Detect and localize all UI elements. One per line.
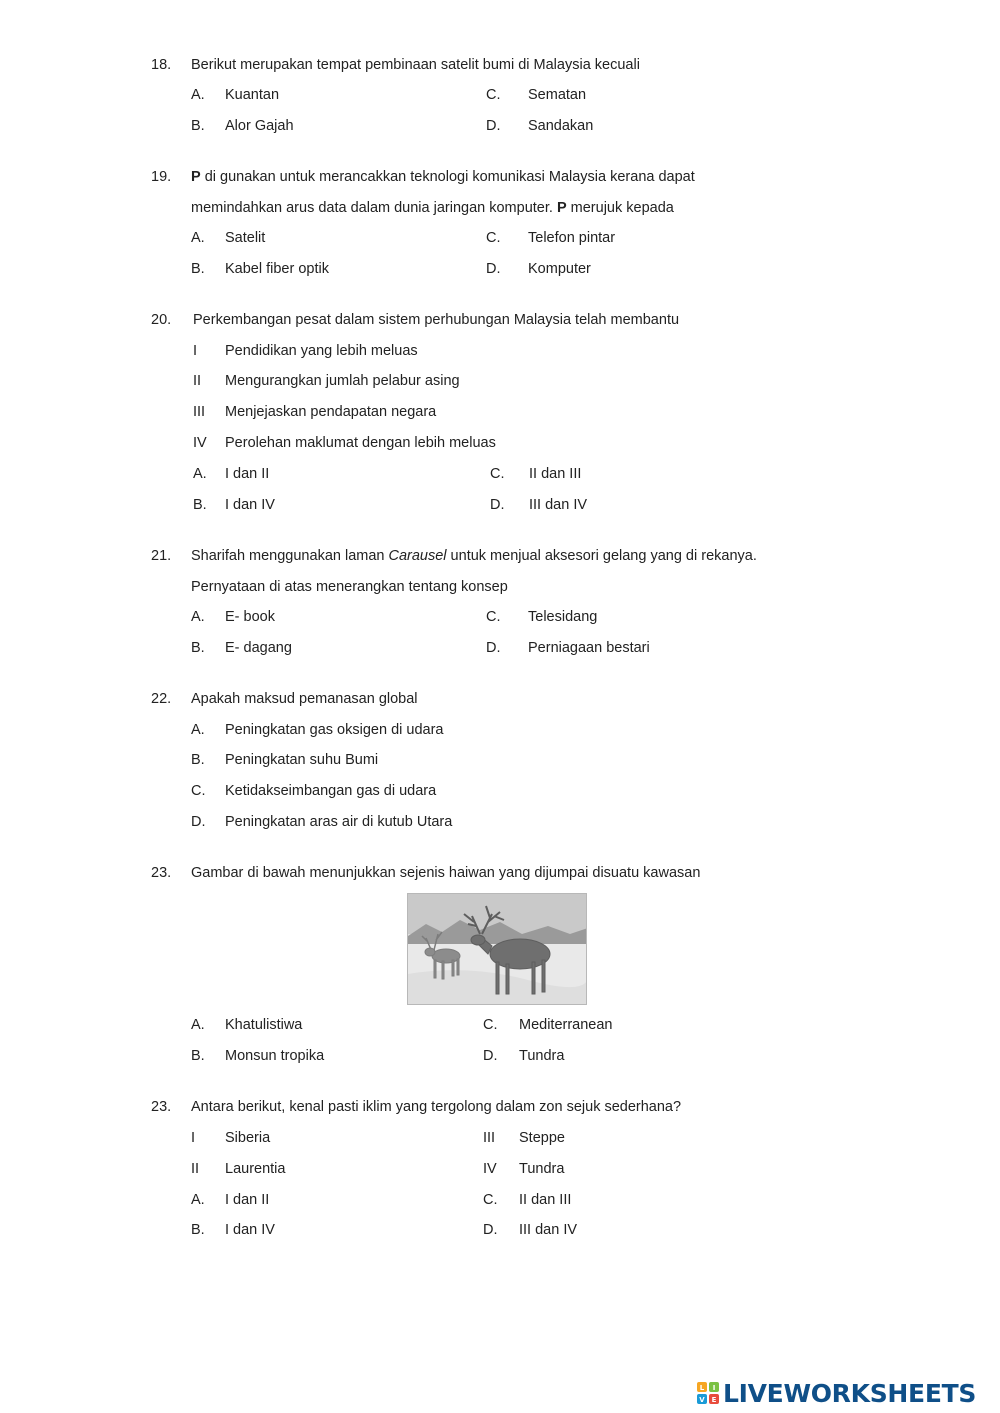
option-key: C. bbox=[486, 230, 501, 246]
logo-mark-letter: I bbox=[712, 1384, 716, 1392]
statement-key: III bbox=[193, 404, 206, 420]
option-b[interactable]: E- dagang bbox=[225, 640, 292, 656]
statement-key: IV bbox=[193, 435, 207, 451]
option-key: B. bbox=[191, 640, 205, 656]
text-segment: di gunakan untuk merancakkan teknologi komunikasi Malaysia kerana dapat bbox=[200, 169, 695, 185]
question-text: Antara berikut, kenal pasti iklim yang tergolong dalam zon sejuk sederhana? bbox=[191, 1099, 682, 1115]
liveworksheets-logo-icon bbox=[697, 1382, 719, 1404]
option-key: D. bbox=[483, 1222, 498, 1238]
option-c[interactable]: Telefon pintar bbox=[528, 230, 616, 246]
question-text: Apakah maksud pemanasan global bbox=[191, 691, 418, 707]
option-b[interactable]: Kabel fiber optik bbox=[225, 261, 329, 277]
option-a[interactable]: I dan II bbox=[225, 466, 270, 482]
option-key: C. bbox=[483, 1017, 498, 1033]
option-d[interactable]: Peningkatan aras air di kutub Utara bbox=[225, 814, 453, 830]
question-number: 21. bbox=[151, 548, 172, 564]
statement-iii: Steppe bbox=[519, 1130, 565, 1146]
bold-term: P bbox=[556, 200, 567, 216]
logo-mark-letter: V bbox=[699, 1396, 705, 1404]
option-key: A. bbox=[191, 1017, 205, 1033]
option-key: D. bbox=[490, 497, 505, 513]
option-key: C. bbox=[486, 609, 501, 625]
question-number: 18. bbox=[151, 57, 172, 73]
statement-key: IV bbox=[483, 1161, 497, 1177]
text-segment: Sharifah menggunakan laman bbox=[191, 548, 389, 564]
liveworksheets-logo bbox=[697, 1378, 976, 1408]
reindeer-photo bbox=[407, 893, 587, 1005]
question-number: 20. bbox=[151, 312, 172, 328]
statement-key: II bbox=[193, 373, 202, 389]
option-c[interactable]: II dan III bbox=[529, 466, 582, 482]
option-c[interactable]: II dan III bbox=[519, 1192, 572, 1208]
option-key: B. bbox=[191, 261, 205, 277]
option-b[interactable]: I dan IV bbox=[225, 497, 275, 513]
option-key: A. bbox=[191, 609, 205, 625]
statement-key: II bbox=[191, 1161, 200, 1177]
statement-key: I bbox=[193, 343, 198, 359]
question-number: 23. bbox=[151, 865, 172, 881]
statement-key: III bbox=[483, 1130, 496, 1146]
option-key: A. bbox=[191, 87, 205, 103]
option-key: B. bbox=[193, 497, 207, 513]
option-c[interactable]: Mediterranean bbox=[519, 1017, 613, 1033]
question-number: 22. bbox=[151, 691, 172, 707]
statement-iii: Menjejaskan pendapatan negara bbox=[225, 404, 437, 420]
option-key: C. bbox=[483, 1192, 498, 1208]
option-key: B. bbox=[191, 1222, 205, 1238]
question-text: Gambar di bawah menunjukkan sejenis haiwan yang dijumpai disuatu kawasan bbox=[191, 865, 701, 881]
option-d[interactable]: Sandakan bbox=[528, 118, 594, 134]
option-b[interactable]: Peningkatan suhu Bumi bbox=[225, 752, 379, 768]
option-d[interactable]: Tundra bbox=[519, 1048, 565, 1064]
option-a[interactable]: Peningkatan gas oksigen di udara bbox=[225, 722, 444, 738]
question-number: 19. bbox=[151, 169, 172, 185]
question-text-line-1 bbox=[191, 168, 695, 186]
italic-term: Carausel bbox=[388, 548, 447, 564]
option-key: B. bbox=[191, 752, 205, 768]
option-d[interactable]: Komputer bbox=[528, 261, 591, 277]
option-key: A. bbox=[191, 1192, 205, 1208]
logo-mark-letter: L bbox=[699, 1384, 705, 1392]
option-d[interactable]: Perniagaan bestari bbox=[528, 640, 650, 656]
option-b[interactable]: I dan IV bbox=[225, 1222, 275, 1238]
text-segment: untuk menjual aksesori gelang yang di rekanya. bbox=[446, 548, 757, 564]
question-text-line-1 bbox=[191, 547, 757, 565]
option-key: C. bbox=[490, 466, 505, 482]
option-key: C. bbox=[486, 87, 501, 103]
option-c[interactable]: Sematan bbox=[528, 87, 587, 103]
question-text: Berikut merupakan tempat pembinaan satelit bumi di Malaysia kecuali bbox=[191, 57, 640, 73]
question-number: 23. bbox=[151, 1099, 172, 1115]
statement-i: Pendidikan yang lebih meluas bbox=[225, 343, 418, 359]
option-d[interactable]: III dan IV bbox=[529, 497, 588, 513]
option-key: D. bbox=[483, 1048, 498, 1064]
text-segment: merujuk kepada bbox=[566, 200, 674, 216]
statement-ii: Laurentia bbox=[225, 1161, 286, 1177]
option-key: D. bbox=[486, 640, 501, 656]
statement-i: Siberia bbox=[225, 1130, 271, 1146]
question-text: Perkembangan pesat dalam sistem perhubungan Malaysia telah membantu bbox=[193, 312, 680, 328]
option-c[interactable]: Ketidakseimbangan gas di udara bbox=[225, 783, 437, 799]
statement-iv: Tundra bbox=[519, 1161, 565, 1177]
logo-mark-letter: E bbox=[711, 1396, 717, 1404]
option-key: B. bbox=[191, 118, 205, 134]
option-a[interactable]: Kuantan bbox=[225, 87, 280, 103]
option-a[interactable]: E- book bbox=[225, 609, 275, 625]
text-segment: memindahkan arus data dalam dunia jaringan komputer. bbox=[191, 200, 557, 216]
option-key: A. bbox=[191, 230, 205, 246]
question-text-line-2: Pernyataan di atas menerangkan tentang konsep bbox=[191, 579, 508, 595]
option-d[interactable]: III dan IV bbox=[519, 1222, 578, 1238]
option-key: C. bbox=[191, 783, 206, 799]
statement-key: I bbox=[191, 1130, 196, 1146]
option-key: B. bbox=[191, 1048, 205, 1064]
question-text-line-2 bbox=[191, 199, 674, 217]
option-key: D. bbox=[191, 814, 206, 830]
option-key: D. bbox=[486, 118, 501, 134]
option-b[interactable]: Alor Gajah bbox=[225, 118, 294, 134]
option-key: D. bbox=[486, 261, 501, 277]
option-c[interactable]: Telesidang bbox=[528, 609, 598, 625]
statement-iv: Perolehan maklumat dengan lebih meluas bbox=[225, 435, 496, 451]
statement-ii: Mengurangkan jumlah pelabur asing bbox=[225, 373, 460, 389]
bold-term: P bbox=[191, 169, 201, 185]
logo-text: LIVEWORKSHEETS bbox=[723, 1378, 977, 1408]
option-key: A. bbox=[191, 722, 205, 738]
option-a[interactable]: Satelit bbox=[225, 230, 266, 246]
option-a[interactable]: Khatulistiwa bbox=[225, 1017, 303, 1033]
option-a[interactable]: I dan II bbox=[225, 1192, 270, 1208]
option-b[interactable]: Monsun tropika bbox=[225, 1048, 325, 1064]
option-key: A. bbox=[193, 466, 207, 482]
reindeer-illustration bbox=[408, 894, 587, 1005]
